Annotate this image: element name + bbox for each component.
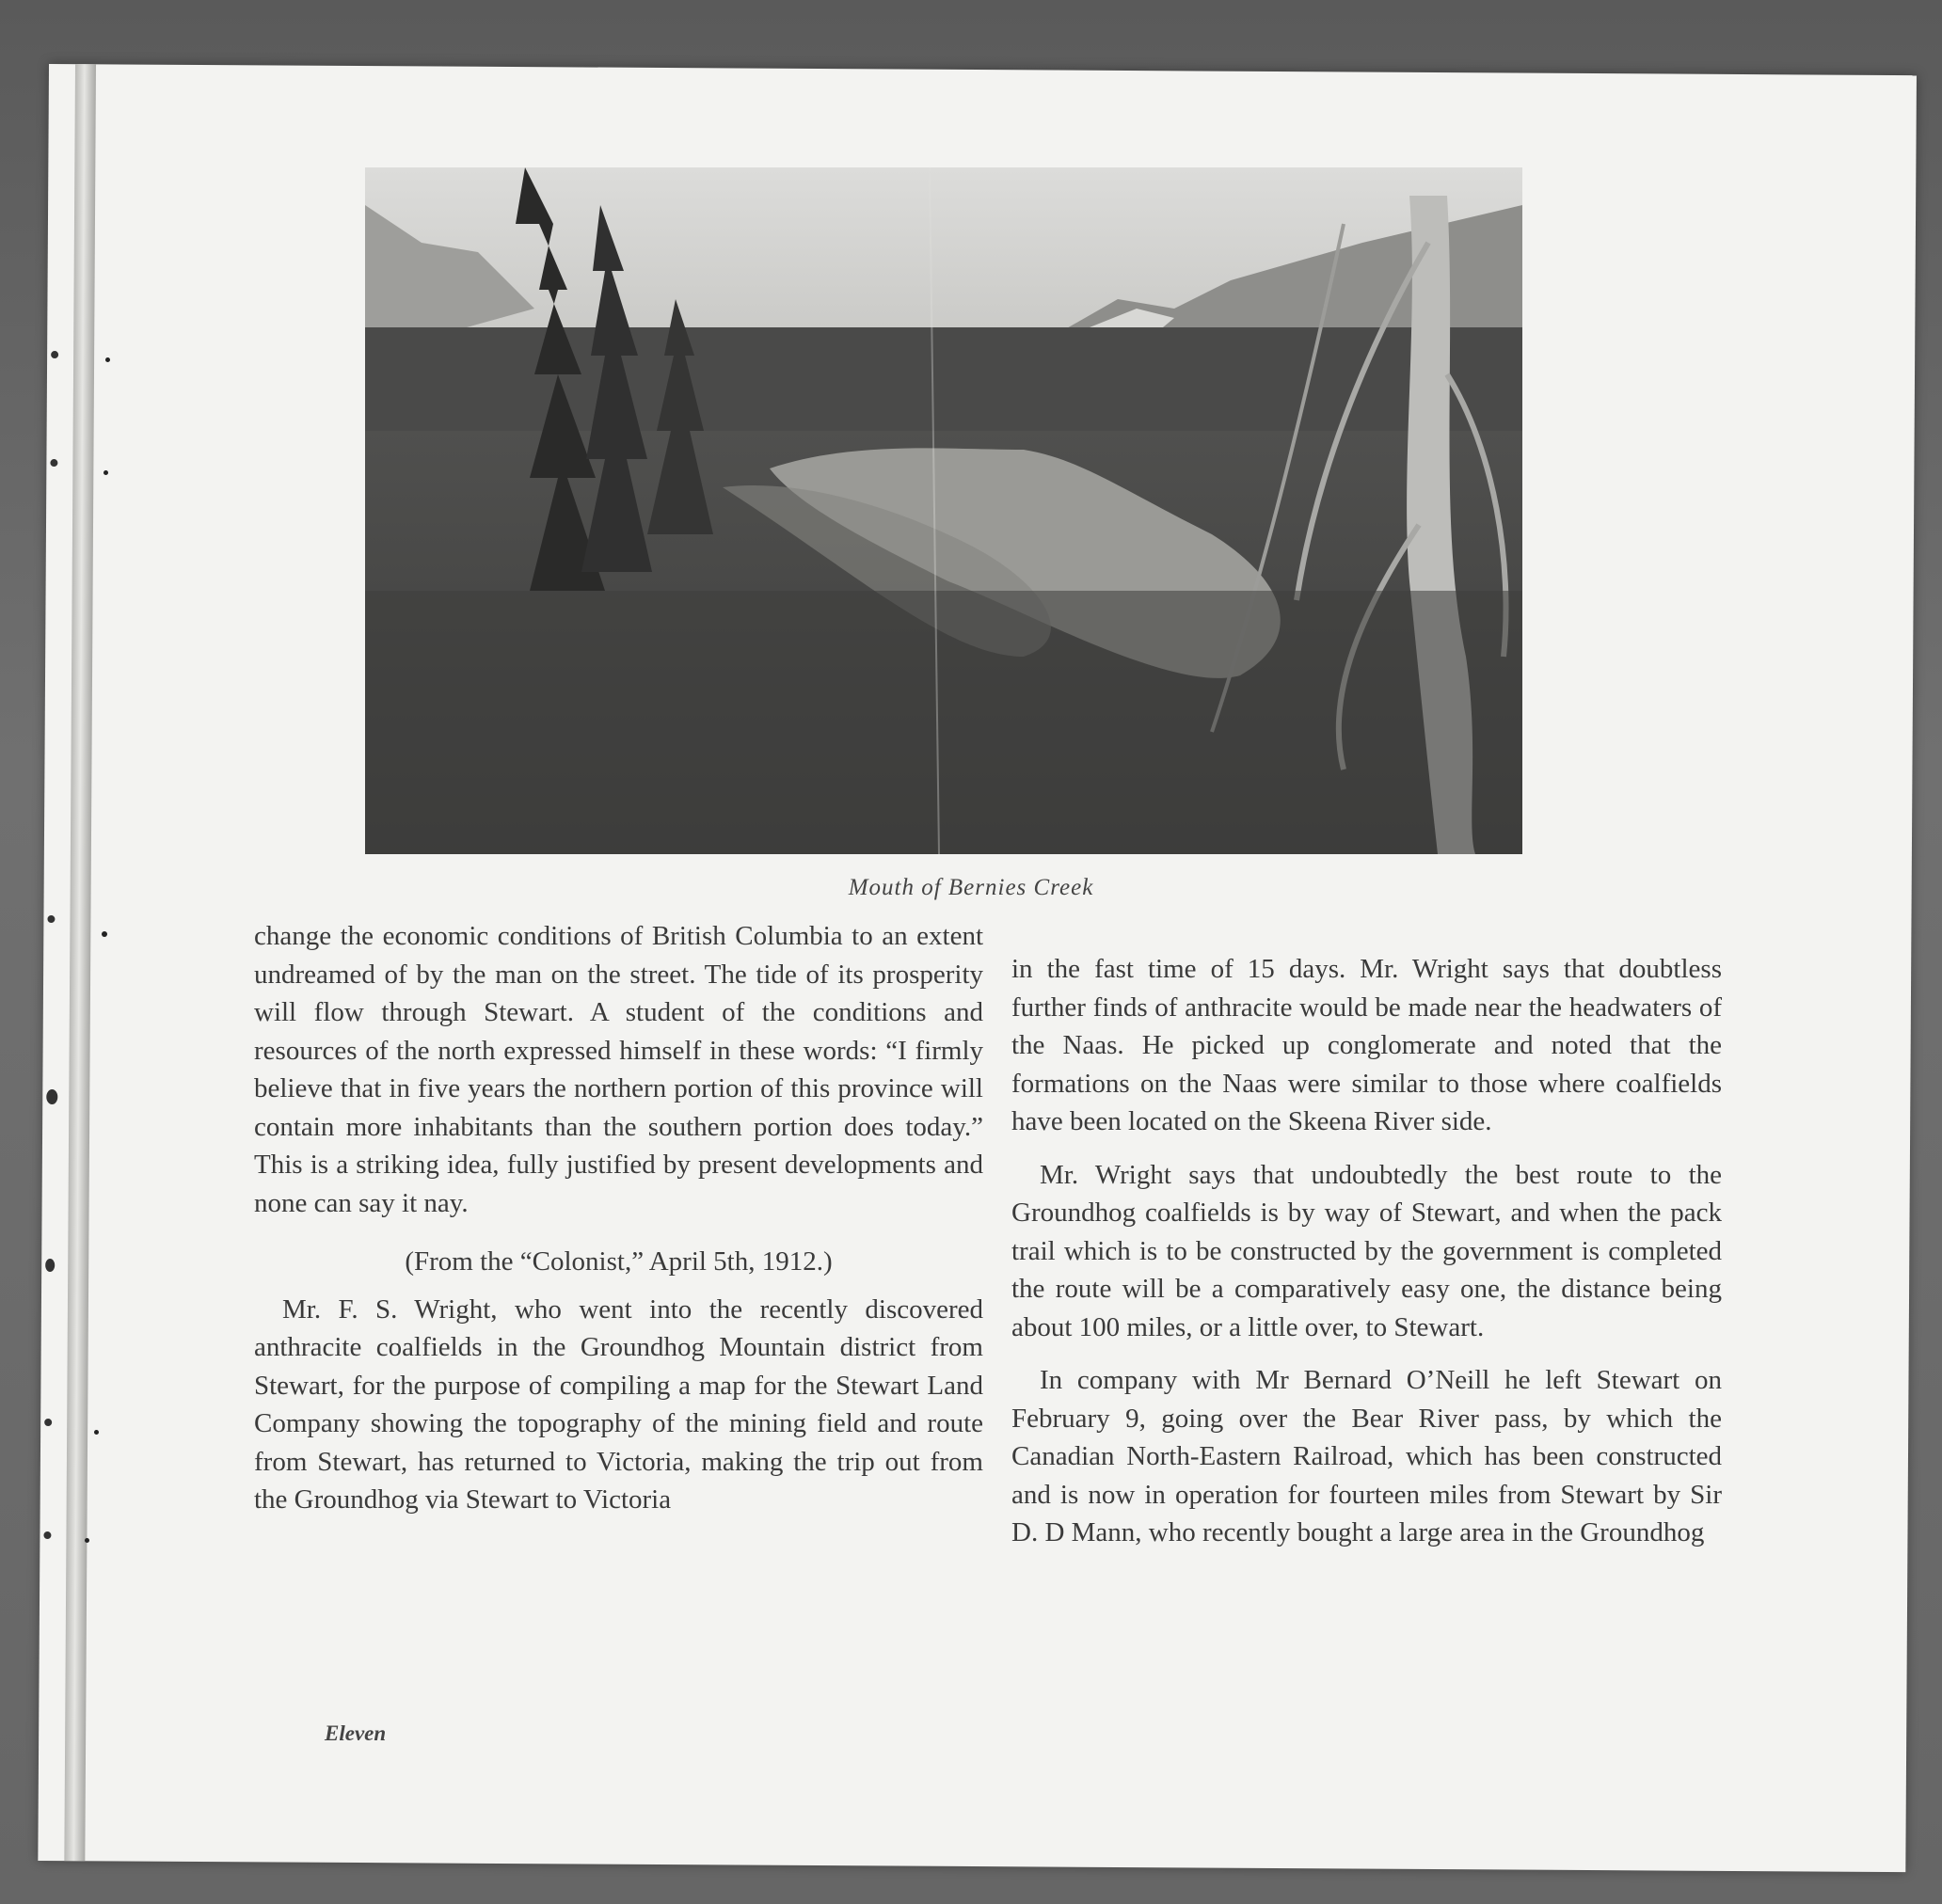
photo-caption: Mouth of Bernies Creek bbox=[848, 875, 1094, 900]
page-binding bbox=[64, 64, 96, 1861]
scan-speck bbox=[85, 1538, 89, 1543]
scan-speck bbox=[103, 470, 108, 475]
right-text-column bbox=[1011, 950, 1722, 1567]
binding-stitch bbox=[44, 1419, 52, 1426]
binding-stitch bbox=[43, 1531, 51, 1539]
binding-stitch bbox=[47, 915, 55, 923]
landscape-photo-icon bbox=[365, 167, 1522, 854]
binding-stitch bbox=[46, 1089, 57, 1104]
paragraph: Mr. F. S. Wright, who went into the recently discovered anthracite coalfields in the Groundhog Mountain district from Stewart, for the purpose of compiling a map for the Stewart Land Company showing the topography of the mining field and route from Stewart, has returned to Victoria, making the trip out from the Groundhog via Stewart to Victoria bbox=[254, 1293, 983, 1515]
paragraph: In company with Mr Bernard O’Neill he left Stewart on February 9, going over the Bear River pass, by which the Canadian North-Eastern Railroad, which has been constructed and is now in operation for fourteen miles from Stewart by Sir D. D Mann, who recently bought a large area in the Groundhog bbox=[1011, 1365, 1722, 1547]
left-text-column bbox=[254, 917, 983, 1534]
scan-speck bbox=[105, 357, 110, 362]
paragraph: change the economic conditions of British Columbia to an extent undreamed of by the man on the street. The tide of its prosperity will flow through Stewart. A student of the conditions and resources of the north expressed himself in these words: “I firmly believe that in five years the northern portion of this province will contain more inhabitants than the southern portion does today.” This is a striking idea, fully justified by present developments and none can say it nay. bbox=[254, 921, 983, 1218]
binding-stitch bbox=[45, 1259, 55, 1272]
binding-stitch bbox=[51, 351, 58, 358]
scan-speck bbox=[102, 931, 107, 937]
source-citation: (From the “Colonist,” April 5th, 1912.) bbox=[405, 1246, 833, 1277]
landscape-photo bbox=[365, 167, 1522, 854]
paragraph: Mr. Wright says that undoubtedly the best route to the Groundhog coalfields is by way of Stewart, and when the pack trail which is to be constructed by the government is completed the route will be a comparatively easy one, the distance being about 100 miles, or a little over, to Stewart. bbox=[1011, 1159, 1722, 1342]
page-number: Eleven bbox=[325, 1722, 387, 1745]
paragraph: in the fast time of 15 days. Mr. Wright says that doubtless further finds of anthracite would be made near the headwaters of the Naas. He picked up conglomerate and noted that the formations on the Naas were similar to those where coalfields have been located on the Skeena River side. bbox=[1011, 954, 1722, 1136]
binding-stitch bbox=[50, 459, 57, 467]
scan-speck bbox=[94, 1430, 99, 1435]
